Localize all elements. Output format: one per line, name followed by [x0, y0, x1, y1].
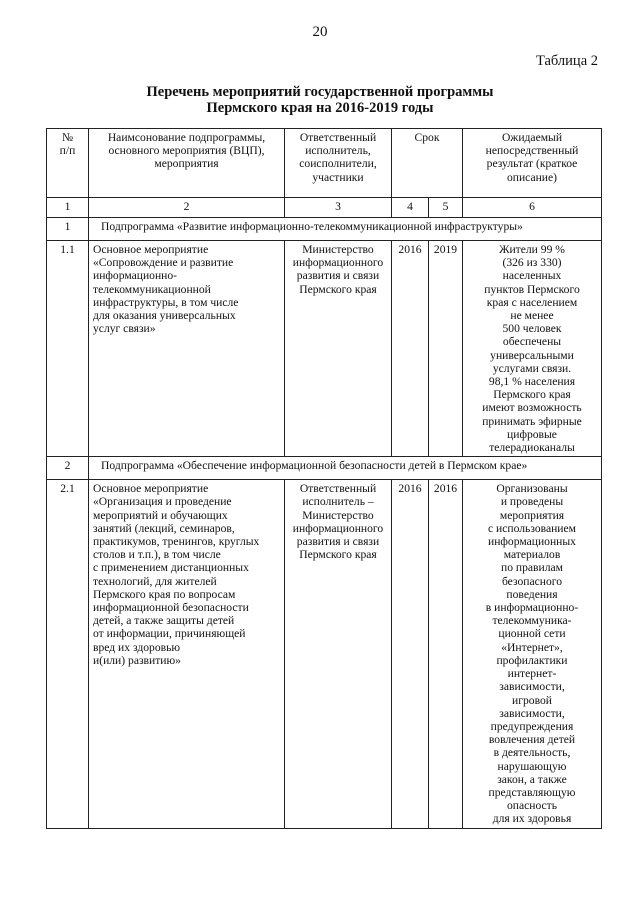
activities-table — [46, 128, 602, 829]
row-name: Основное мероприятие «Сопровождение и развитие информационно- телекоммуникационной инфраструктуры, в том числе для оказания универсальных услуг связи» — [89, 241, 285, 457]
row-num: 1.1 — [47, 241, 89, 457]
column-number: 4 — [392, 198, 429, 218]
row-num: 2.1 — [47, 480, 89, 828]
row-start-year: 2016 — [392, 480, 429, 828]
table-caption: Таблица 2 — [535, 53, 598, 69]
subprogram-num: 2 — [47, 457, 89, 480]
row-result: Жители 99 % (326 из 330) населенных пунктов Пермского края с населением не менее 500 человек обеспечены универсальными услугами связи. 98,1 % населения Пермского края имеют возможность принимать эфирные цифровые телерадиоканалы — [463, 241, 602, 457]
table-row — [47, 480, 602, 828]
header-name: Наимсонование подпрограммы, основного мероприятия (ВЦП), мероприятия — [89, 129, 285, 198]
column-number: 2 — [89, 198, 285, 218]
column-number: 5 — [429, 198, 463, 218]
column-number: 3 — [285, 198, 392, 218]
header-num: № п/п — [47, 129, 89, 198]
header-executor: Ответственный исполнитель, соисполнители, участники — [285, 129, 392, 198]
row-end-year: 2016 — [429, 480, 463, 828]
subprogram-title: Подпрограмма «Обеспечение информационной безопасности детей в Пермском крае» — [89, 457, 602, 480]
page-title — [0, 84, 640, 116]
column-number: 6 — [463, 198, 602, 218]
subprogram-row — [47, 218, 602, 241]
row-executor: Ответственный исполнитель – Министерство информационного развития и связи Пермского края — [285, 480, 392, 828]
row-executor: Министерство информационного развития и связи Пермского края — [285, 241, 392, 457]
table-header-row — [47, 129, 602, 198]
table-row — [47, 241, 602, 457]
header-result: Ожидаемый непосредственный результат (краткое описание) — [463, 129, 602, 198]
row-end-year: 2019 — [429, 241, 463, 457]
subprogram-num: 1 — [47, 218, 89, 241]
column-number: 1 — [47, 198, 89, 218]
row-start-year: 2016 — [392, 241, 429, 457]
row-result: Организованы и проведены мероприятия с использованием информационных материалов по правилам безопасного поведения в информационно- телекоммуника- ционной сети «Интернет», профилактики интернет- зависимости, игровой зависимости, предупреждения вовлечения детей в деятельность, нарушающую закон, а также представляющую опасность для их здоровья — [463, 480, 602, 828]
title-line-1: Перечень мероприятий государственной программы — [146, 84, 494, 100]
subprogram-row — [47, 457, 602, 480]
page-number: 20 — [312, 24, 328, 40]
column-numbers-row — [47, 198, 602, 218]
subprogram-title: Подпрограмма «Развитие информационно-телекоммуникационной инфраструктуры» — [89, 218, 602, 241]
row-name: Основное мероприятие «Организация и проведение мероприятий и обучающих занятий (лекций, семинаров, практикумов, тренингов, круглых столов и т.п.), в том числе с применением дистанционных технологий, для жителей Пермского края по вопросам информационной безопасности детей, а также защиты детей от информации, причиняющей вред их здоровью и(или) развитию» — [89, 480, 285, 828]
header-term: Срок — [392, 129, 463, 198]
title-line-2: Пермского края на 2016-2019 годы — [206, 100, 434, 116]
